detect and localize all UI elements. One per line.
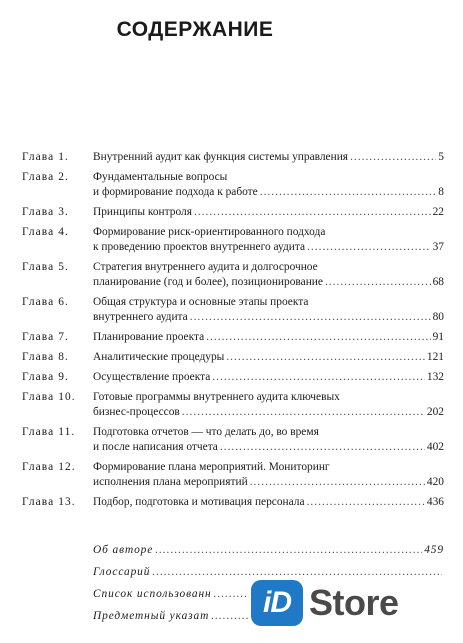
chapter-number: Глава 5. [22,261,69,273]
page-number: 402 [426,441,444,453]
chapter-title-line: и формирование подхода к работе [93,186,258,198]
page-number: 91 [432,331,444,343]
leader-dots [350,150,436,165]
store-watermark [249,576,463,628]
leader-dots [206,330,430,345]
chapter-number: Глава 11. [22,426,76,438]
chapter-title-line: Стратегия внутреннего аудита и долгосрочное [93,261,318,273]
chapter-title-line: Фундаментальные вопросы [93,171,228,183]
chapter-number: Глава 13. [22,496,76,508]
leader-dots [212,370,425,385]
toc-entry [22,260,444,290]
chapter-title-line: Планирование проекта [93,331,205,343]
chapter-title-line: к проведению проектов внутреннего аудита [93,241,306,253]
leader-dots [194,205,431,220]
toc-entry [22,150,444,165]
chapter-number: Глава 6. [22,296,69,308]
page-number: 121 [426,351,444,363]
store-logo-text: iD [263,586,291,619]
leader-dots [226,350,425,365]
chapter-title-line: Осуществление проекта [93,371,211,383]
page-number: 8 [438,186,444,198]
page-number: 37 [432,241,444,253]
toc-entry [22,460,444,490]
toc-entry [22,170,444,200]
store-brand-name: Store [309,582,399,623]
chapter-title-line: планирование (год и более), позиционирование [93,276,323,288]
chapter-number: Глава 1. [22,151,69,163]
page-number: 202 [426,406,444,418]
leader-dots [155,543,422,558]
leader-dots [307,495,425,510]
page-number: 5 [438,151,444,163]
chapter-number: Глава 4. [22,226,69,238]
back-matter-title: Предметный указат [93,610,210,622]
page-number: 132 [426,371,444,383]
toc-entry [22,205,444,220]
chapter-number: Глава 3. [22,206,69,218]
page-title: СОДЕРЖАНИЕ [116,18,274,41]
page-number: 80 [432,311,444,323]
chapter-title-line: Внутренний аудит как функция системы управления [93,151,349,163]
page-number: 22 [432,206,444,218]
toc-entry [22,225,444,255]
leader-dots [220,440,425,455]
chapter-number: Глава 10. [22,391,76,403]
chapter-number: Глава 8. [22,351,69,363]
leader-dots [325,275,431,290]
chapter-title-line: Общая структура и основные этапы проекта [93,296,309,308]
toc-entry [22,495,444,510]
toc-entry [22,295,444,325]
toc-entry [22,350,444,365]
page-number: 436 [426,496,444,508]
chapter-number: Глава 9. [22,371,69,383]
chapter-title-line: Принципы контроля [93,206,192,218]
toc-entry [22,390,444,420]
chapter-title-line: Подготовка отчетов — что делать до, во время [93,426,319,438]
page-number: 420 [426,476,444,488]
toc-entry [22,330,444,345]
table-of-contents [22,150,444,515]
back-matter-entry [93,543,444,558]
store-logo-icon [251,580,303,626]
chapter-number: Глава 12. [22,461,76,473]
chapter-title-line: и после написания отчета [93,441,218,453]
chapter-title-line: Аналитические процедуры [93,351,225,363]
back-matter-title: Список использованн [93,588,212,600]
chapter-number: Глава 2. [22,171,69,183]
leader-dots [307,240,431,255]
chapter-title-line: Готовые программы внутреннего аудита ключевых [93,391,340,403]
page-number: 68 [432,276,444,288]
chapter-title-line: исполнения плана мероприятий [93,476,248,488]
chapter-title-line: Формирование плана мероприятий. Мониторинг [93,461,330,473]
leader-dots [182,405,425,420]
chapter-title-line: внутреннего аудита [93,311,188,323]
leader-dots [190,310,431,325]
toc-entry [22,425,444,455]
toc-entry [22,370,444,385]
leader-dots [250,475,425,490]
chapter-number: Глава 7. [22,331,69,343]
page-number: 459 [424,544,444,556]
leader-dots [260,185,437,200]
back-matter-title: Об авторе [93,544,154,556]
chapter-title-line: Подбор, подготовка и мотивация персонала [93,496,305,508]
chapter-title-line: Формирование риск-ориентированного подхода [93,226,326,238]
chapter-title-line: бизнес-процессов [93,406,180,418]
back-matter-title: Глоссарий [93,566,151,578]
